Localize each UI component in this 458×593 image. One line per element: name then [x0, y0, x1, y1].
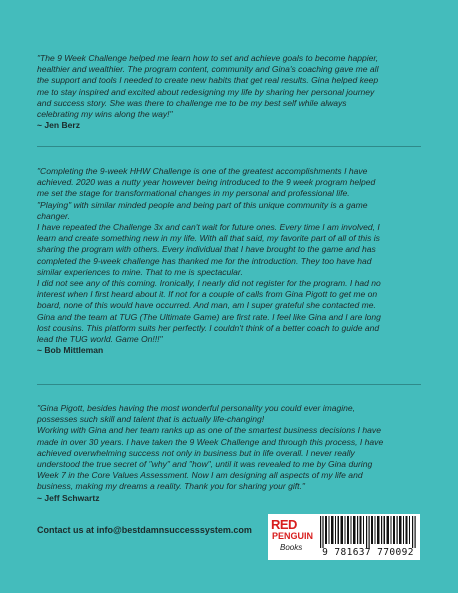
quote-line: completed the 9-week challenge has thanked me for the introduction. They too have had [37, 255, 372, 266]
quote-line: "Completing the 9-week HHW Challenge is one of the greatest accomplishments I have [37, 166, 368, 176]
quote-line: made in over 30 years. I have taken the 9 Week Challenge and through this process, I have [37, 436, 384, 447]
testimonial-jen-berz [37, 53, 437, 131]
isbn-number: 9 781637 770092 [322, 547, 414, 558]
quote-line: healthier and wealthier. The program content, community and Gina's coaching gave me all [37, 64, 379, 75]
quote-line: I did not see any of this coming. Ironically, I nearly did not register for the program. I had no [37, 278, 381, 289]
quote-line: Gina and the team at TUG (The Ultimate Game) are first rate. I feel like Gina and I are long [37, 311, 381, 322]
quote-line: and success story. She was there to challenge me to be my best self while always [37, 97, 347, 108]
publisher-barcode-panel [268, 514, 420, 560]
quote-line: Working with Gina and her team ranks up as one of the smartest business decisions I have [37, 425, 381, 436]
quote-line: changer. [37, 210, 70, 221]
logo-text-books: Books [280, 543, 303, 552]
barcode-icon [320, 516, 418, 548]
testimonial-jeff-schwartz [37, 403, 437, 504]
contact-email[interactable]: Contact us at info@bestdamnsuccesssystem.com [37, 525, 252, 535]
logo-text-red: RED [271, 517, 297, 532]
quote-line: board, none of this would have occurred. And man, am I super grateful she contacted me. [37, 300, 376, 311]
quote-line: business, making my dreams a reality. Thank you for sharing your gift." [37, 481, 305, 492]
quote-line: similar experiences to mine. That to me is spectacular. [37, 266, 243, 277]
quote-line: me set the stage for transformational changes in my personal and professional life. [37, 188, 350, 199]
quote-line: me to stay inspired and excited about redesigning my life by sharing her personal journey [37, 86, 375, 97]
author-name: ~ Jeff Schwartz [37, 492, 100, 503]
quote-line: understood the true secret of "why" and "how", until it was revealed to me by Gina during [37, 459, 373, 470]
quote-line: lead the TUG world. Game On!!!" [37, 334, 163, 345]
quote-line: the support and tools I needed to create new habits that get real results. Gina helped keep [37, 75, 379, 86]
quote-line: Week 7 in the Core Values Assessment. Now I am designing all aspects of my life and [37, 470, 363, 481]
quote-line: "Playing" with similar minded people and being part of this unique community is a game [37, 199, 368, 210]
quote-line: celebrating my wins along the way!" [37, 109, 173, 120]
quote-line: achieved overwhelming success not only in business but in life overall. I never really [37, 447, 355, 458]
quote-line: achieved. 2020 was a nutty year however being introduced to the 9 week program helped [37, 177, 376, 188]
quote-line: learn and create something new in my life. With all that said, my favorite part of all of this is [37, 233, 380, 244]
author-name: ~ Jen Berz [37, 120, 80, 131]
logo-text-penguin: PENGUIN [272, 531, 314, 541]
quote-line: possesses such skill and talent that is actually life-changing! [37, 414, 265, 425]
quote-line: "Gina Pigott, besides having the most wonderful personality you could ever imagine, [37, 403, 356, 413]
quote-line: sharing the program with others. Every individual that I have brought to the game and has [37, 244, 376, 255]
divider [37, 384, 421, 385]
quote-line: "The 9 Week Challenge helped me learn how to set and achieve goals to become happier, [37, 53, 379, 63]
quote-line: interest when I first heard about it. If not for a couple of calls from Gina Pigott to get me on [37, 289, 378, 300]
testimonial-bob-mittleman [37, 166, 437, 356]
author-name: ~ Bob Mittleman [37, 345, 104, 356]
quote-line: lost cousins. This platform suits her perfectly. I couldn't think of a better coach to guide and [37, 322, 380, 333]
publisher-logo [270, 516, 316, 558]
divider [37, 146, 421, 147]
quote-line: I have repeated the Challenge 3x and can't wait for future ones. Every time I am involved, I [37, 222, 380, 233]
